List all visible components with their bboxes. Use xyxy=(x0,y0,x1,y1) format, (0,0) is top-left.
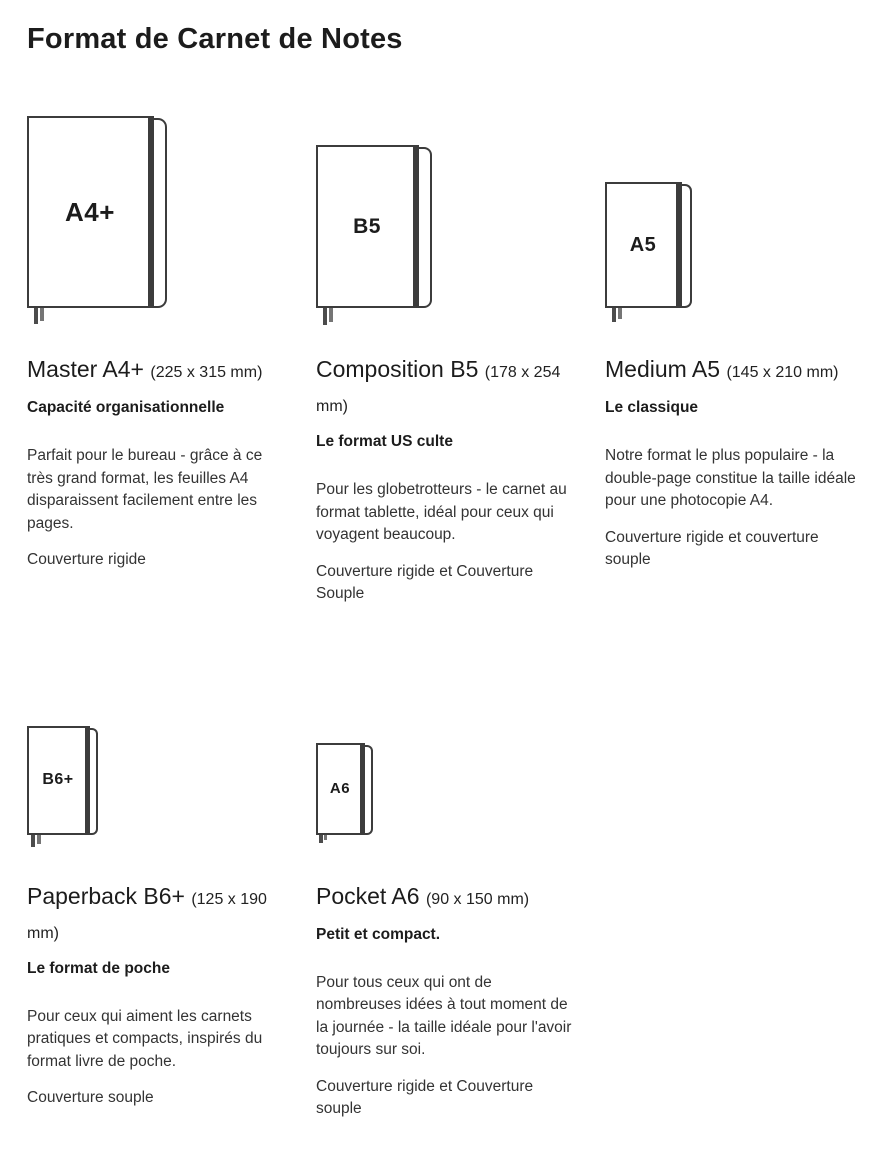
format-name: Composition B5 xyxy=(316,356,479,382)
notebook-front-cover xyxy=(27,116,153,308)
format-name-heading xyxy=(316,354,578,422)
format-dimensions: (178 x 254 mm) xyxy=(316,364,561,415)
format-dimensions: (90 x 150 mm) xyxy=(425,890,530,908)
notebook-illustration-a6 xyxy=(316,743,373,835)
format-name-heading xyxy=(27,881,289,949)
notebook-ribbon xyxy=(324,835,327,840)
notebook-elastic-band xyxy=(413,145,419,308)
format-name: Master A4+ xyxy=(27,356,144,382)
format-description: Pour tous ceux qui ont de nombreuses idées à tout moment de la journée - la taille idéale pour l'avoir toujours sur soi. xyxy=(316,973,572,1058)
notebook-ribbon xyxy=(37,835,41,844)
notebook-elastic-band xyxy=(676,182,682,308)
format-tagline: Le format de poche xyxy=(27,959,170,977)
notebook-elastic-band xyxy=(360,743,365,835)
format-tagline: Petit et compact. xyxy=(316,925,441,943)
format-name: Medium A5 xyxy=(605,356,721,382)
format-description: Pour ceux qui aiment les carnets pratiques et compacts, inspirés du format livre de poche. xyxy=(27,1007,263,1070)
notebook-illustration-b5 xyxy=(316,145,432,308)
notebook-elastic-band xyxy=(85,726,90,835)
notebook-ribbon xyxy=(31,835,35,847)
notebook-illustration-b6plus xyxy=(27,726,98,835)
notebook-front-cover xyxy=(316,145,418,308)
notebook-figure xyxy=(27,725,289,835)
format-name: Paperback B6+ xyxy=(27,882,185,909)
format-covers: Couverture rigide et Couverture Souple xyxy=(316,562,534,602)
format-description: Pour les globetrotteurs - le carnet au format tablette, idéal pour ceux qui voyagent beaucoup. xyxy=(316,481,567,543)
page-title: Format de Carnet de Notes xyxy=(27,23,403,55)
format-description: Notre format le plus populaire - la double-page constitue la taille idéale pour une photocopie A4. xyxy=(605,447,856,509)
notebook-size-label: B6+ xyxy=(42,771,74,788)
format-description: Parfait pour le bureau - grâce à ce très grand format, les feuilles A4 disparaissent facilement entre les pages. xyxy=(27,447,263,532)
format-covers: Couverture rigide et Couverture souple xyxy=(316,1077,534,1117)
format-covers: Couverture souple xyxy=(27,1089,154,1106)
notebook-ribbon xyxy=(618,308,622,319)
format-card-paperback-b6plus xyxy=(27,725,289,1110)
notebook-figure xyxy=(316,101,578,308)
notebook-front-cover xyxy=(27,726,89,835)
format-dimensions: (145 x 210 mm) xyxy=(726,364,839,381)
format-tagline: Le classique xyxy=(605,399,699,416)
notebook-ribbon xyxy=(323,308,327,325)
formats-row-2 xyxy=(27,725,869,1121)
format-tagline: Le format US culte xyxy=(316,433,453,450)
notebook-elastic-band xyxy=(148,116,154,308)
format-name-heading xyxy=(27,354,289,388)
format-dimensions: (125 x 190 mm) xyxy=(27,890,267,942)
format-card-pocket-a6 xyxy=(316,725,578,1121)
notebook-ribbon xyxy=(612,308,616,322)
notebook-figure xyxy=(27,101,289,308)
format-card-composition-b5 xyxy=(316,101,578,606)
notebook-size-label: A4+ xyxy=(65,196,115,227)
format-covers: Couverture rigide et couverture souple xyxy=(605,528,819,568)
formats-row-1 xyxy=(27,101,869,606)
format-name-heading xyxy=(605,354,867,388)
format-card-medium-a5 xyxy=(605,101,867,572)
notebook-front-cover xyxy=(316,743,364,835)
format-name-heading xyxy=(316,881,578,915)
notebook-figure xyxy=(316,725,578,835)
notebook-front-cover xyxy=(605,182,681,308)
notebook-ribbon xyxy=(34,308,38,324)
notebook-size-label: A6 xyxy=(329,780,351,797)
notebook-ribbon xyxy=(319,835,323,843)
format-dimensions: (225 x 315 mm) xyxy=(150,364,263,381)
notebook-size-label: B5 xyxy=(353,214,381,238)
notebook-ribbon xyxy=(40,308,44,321)
format-covers: Couverture rigide xyxy=(27,551,146,568)
format-name: Pocket A6 xyxy=(316,882,420,909)
notebook-ribbon xyxy=(329,308,333,322)
format-card-master-a4plus xyxy=(27,101,289,572)
format-tagline: Capacité organisationnelle xyxy=(27,399,225,416)
notebook-illustration-a4plus xyxy=(27,116,167,308)
notebook-illustration-a5 xyxy=(605,182,692,308)
notebook-size-label: A5 xyxy=(629,233,657,256)
notebook-figure xyxy=(605,101,867,308)
